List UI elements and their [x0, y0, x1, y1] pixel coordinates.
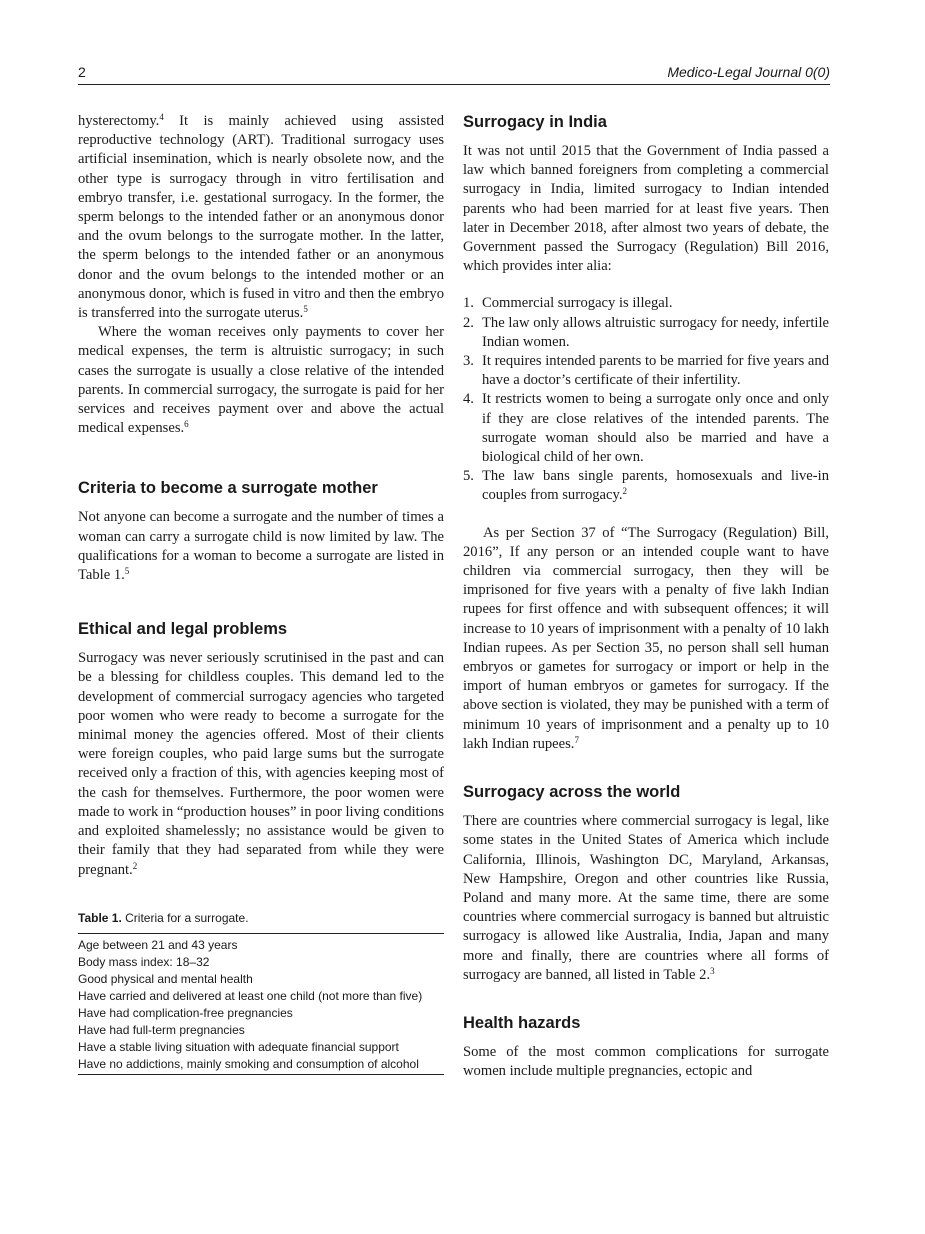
- paragraph-art: hysterectomy.$^4$ It is mainly achieved using assisted reproductive technology (ART). Traditional surrogacy uses artificial insemination, which is nearly obsolete now, and the other type is surrogacy through in vitro fertilisation and embryo transfer, i.e. gestational surrogacy. In the former, the sperm belongs to the intended father or an anonymous donor and the ovum belongs to the surrogate mother. In the latter, the sperm belongs to the intended father or an anonymous donor and the ovum belongs to the intended mother or an anonymous donor, which is fused in vitro and then the embryo is transferred into the surrogate uterus.$^5$: [78, 112, 444, 322]
- table-row: Body mass index: 18–32: [78, 954, 210, 969]
- table-row: Age between 21 and 43 years: [78, 937, 238, 952]
- table-caption: Table 1. Criteria for a surrogate.: [78, 910, 249, 925]
- table-row: Have no addictions, mainly smoking and consumption of alcohol: [78, 1056, 419, 1071]
- list-item: 1. Commercial surrogacy is illegal.: [463, 295, 673, 312]
- list-item: 2. The law only allows altruistic surrogacy for needy, infertile Indian women.: [463, 314, 829, 350]
- india-law-list: [463, 294, 829, 505]
- list-item: 4. It restricts women to being a surrogate only once and only if they are close relatives of the intended parents. The surrogate woman should also be married and have a biological child of her own.: [463, 391, 829, 466]
- left-column: [78, 112, 444, 1075]
- table-row: Have had full-term pregnancies: [78, 1022, 245, 1037]
- paragraph-altruistic: Where the woman receives only payments to cover her medical expenses, the term is altruistic surrogacy; in such cases the surrogate is usually a close relative of the intended parents. In commercial surrogacy, the surrogate is paid for her services and receives payment over and above the actual medical expenses.$^6$: [78, 324, 444, 437]
- paragraph-criteria: Not anyone can become a surrogate and the number of times a woman can carry a surrogate child is now limited by law. The qualifications for a woman to become a surrogate are listed in Table 1.$^5$: [78, 509, 444, 584]
- right-column: [463, 112, 829, 1081]
- table-rows: [78, 933, 444, 1075]
- paragraph-india: It was not until 2015 that the Government of India passed a law which banned foreigners from completing a commercial surrogacy in India, limited surrogacy to Indian intended parents who had been married for at least five years. Then later in December 2018, after almost two years of debate, the Government passed the Surrogacy (Regulation) Bill 2016, which provides inter alia:: [463, 143, 829, 275]
- running-header: [78, 62, 830, 85]
- heading-world: Surrogacy across the world: [463, 783, 681, 802]
- table-row: Have had complication-free pregnancies: [78, 1005, 293, 1020]
- list-item: 5. The law bans single parents, homosexuals and live-in couples from surrogacy.$^2$: [463, 468, 829, 504]
- heading-ethical: Ethical and legal problems: [78, 620, 288, 639]
- table-row: Good physical and mental health: [78, 971, 253, 986]
- paragraph-ethical: Surrogacy was never seriously scrutinised in the past and can be a blessing for childless couples. This demand led to the development of commercial surrogacy agencies who targeted poor women who were ready to become a surrogate for the minimal money the agencies offered. Most of their clients were foreign couples, who paid large sums but the surrogate received only a fraction of this, with agencies keeping most of the cash for themselves. Furthermore, the poor women were made to work in “production houses” in poor living conditions and exploited shamelessly; no assistance would be given to their family that they had separated from while they were pregnant.$^2$: [78, 650, 445, 878]
- heading-criteria: Criteria to become a surrogate mother: [78, 479, 378, 498]
- paragraph-health: Some of the most common complications for surrogate women include multiple pregnancies, ectopic and: [463, 1043, 829, 1080]
- journal-name: Medico-Legal Journal 0(0): [667, 64, 830, 80]
- list-item: 3. It requires intended parents to be married for five years and have a doctor’s certificate of their infertility.: [463, 353, 829, 389]
- table-1: [78, 910, 444, 1075]
- page-number: 2: [78, 64, 86, 80]
- table-row: Have carried and delivered at least one child (not more than five): [78, 988, 423, 1003]
- table-row: Have a stable living situation with adequate financial support: [78, 1039, 399, 1054]
- paragraph-section-37: As per Section 37 of “The Surrogacy (Regulation) Bill, 2016”, If any person or an intended couple want to have children via commercial surrogacy, then they will be imprisoned for five years with a penalty of five lakh Indian rupees for first offence and with subsequent offences; it will increase to 10 years of imprisonment with a penalty of 10 lakh Indian rupees. As per Section 35, no person shall sell human embryos or gametes for surrogacy or import or help in the import of human embryos or gametes for surrogacy. If the above section is violated, they may be punished with a term of minimum 10 years of imprisonment and a penalty up to 10 lakh Indian rupees.$^7$: [463, 524, 829, 752]
- heading-india: Surrogacy in India: [463, 113, 607, 131]
- heading-health: Health hazards: [463, 1013, 581, 1032]
- paragraph-world: There are countries where commercial surrogacy is legal, like some states in the United States of America which include California, Illinois, Washington DC, Maryland, Arkansas, New Hampshire, Oregon and other countries like Russia, Poland and many more. At the same time, there are some countries where commercial surrogacy is banned but altruistic surrogacy is allowed like Australia, India, Japan and many more and finally, there are countries where all forms of surrogacy are banned, all listed in Table 2.$^3$: [463, 813, 829, 983]
